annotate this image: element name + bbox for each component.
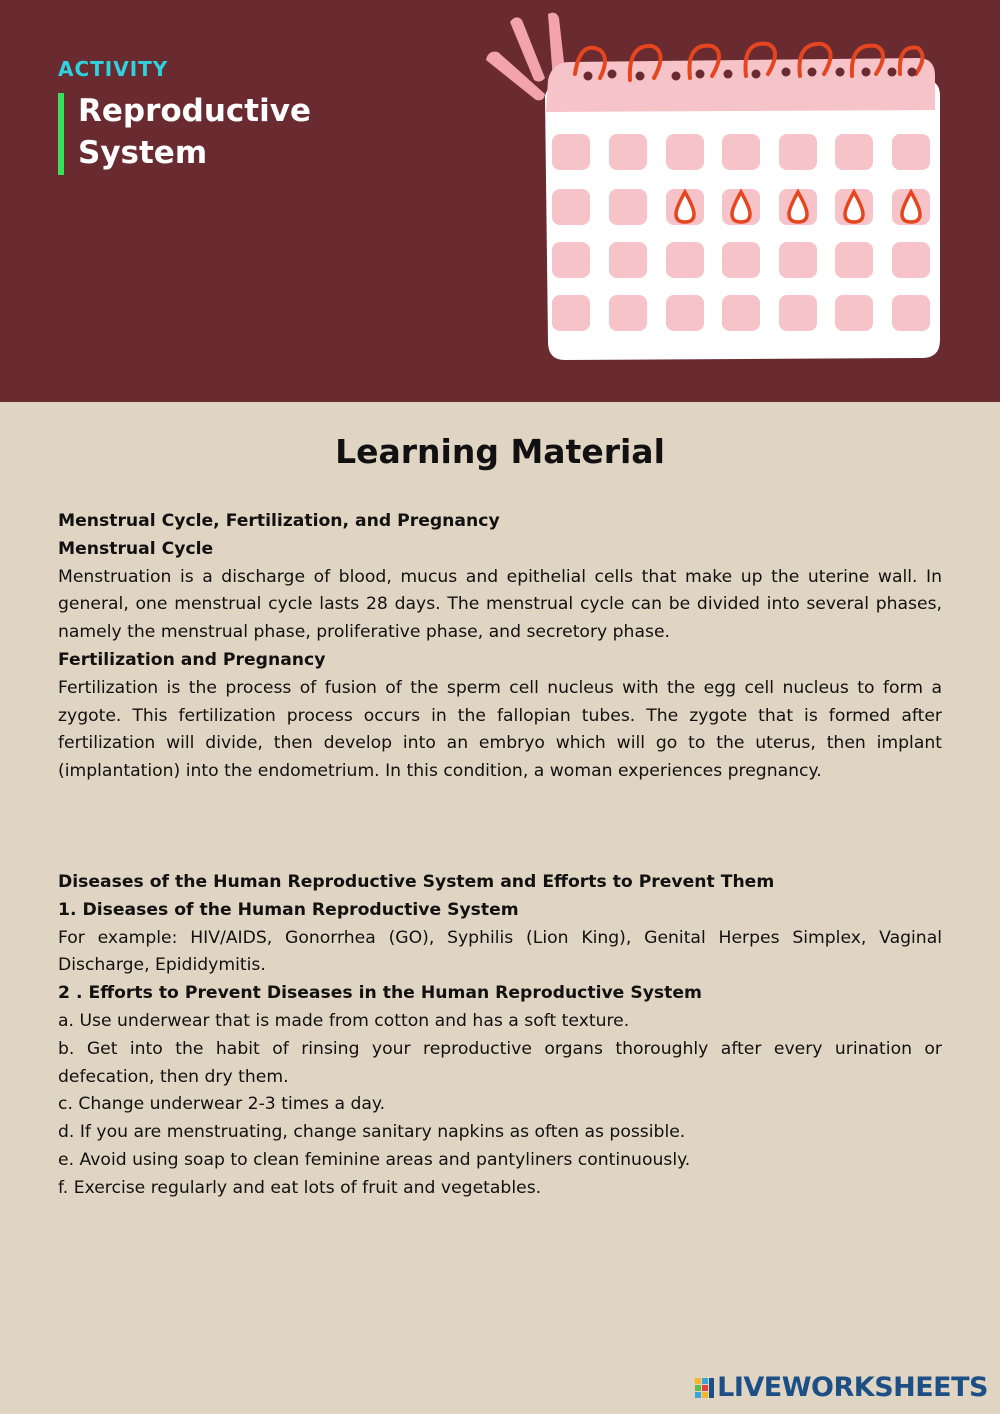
content-paragraph: c. Change underwear 2-3 times a day.	[58, 1094, 386, 1115]
content-heading: Menstrual Cycle	[58, 538, 214, 559]
learning-material-content	[58, 508, 942, 1203]
content-paragraph: a. Use underwear that is made from cotton and has a soft texture.	[58, 1010, 630, 1031]
section-spacer	[58, 786, 942, 869]
accent-bar	[58, 93, 64, 175]
liveworksheets-logo-icon	[695, 1376, 715, 1400]
content-heading: Diseases of the Human Reproductive System and Efforts to Prevent Them	[58, 871, 775, 892]
content-paragraph: e. Avoid using soap to clean feminine areas and pantyliners continuously.	[58, 1149, 691, 1170]
content-paragraph: d. If you are menstruating, change sanitary napkins as often as possible.	[58, 1122, 686, 1143]
header-banner	[0, 0, 1000, 402]
section-title: Learning Material	[335, 432, 665, 471]
title-line-1: Reproductive	[78, 93, 311, 129]
content-paragraph: b. Get into the habit of rinsing your reproductive organs thoroughly after every urination or defecation, then dry them.	[58, 1038, 942, 1087]
title-line-2: System	[78, 135, 208, 171]
page-title	[78, 90, 378, 174]
brand-name: LIVEWORKSHEETS	[717, 1372, 988, 1403]
content-paragraph: Menstruation is a discharge of blood, mucus and epithelial cells that make up the uterine wall. In general, one menstrual cycle lasts 28 days. The menstrual cycle can be divided into several phases, namely the menstrual phase, proliferative phase, and secretory phase.	[58, 566, 942, 643]
content-paragraph: f. Exercise regularly and eat lots of fruit and vegetables.	[58, 1177, 542, 1198]
content-paragraph: Fertilization is the process of fusion of the sperm cell nucleus with the egg cell nucleus to form a zygote. This fertilization process occurs in the fallopian tubes. The zygote that is formed after fertilization will divide, then develop into an embryo which will go to the uterus, then implant (implantation) into the endometrium. In this condition, a woman experiences pregnancy.	[58, 677, 942, 782]
brand-footer	[695, 1372, 988, 1403]
content-paragraph: For example: HIV/AIDS, Gonorrhea (GO), Syphilis (Lion King), Genital Herpes Simplex, Vaginal Discharge, Epididymitis.	[58, 927, 942, 976]
content-heading: Menstrual Cycle, Fertilization, and Pregnancy	[58, 511, 500, 531]
content-heading: 1. Diseases of the Human Reproductive System	[58, 899, 519, 920]
content-heading: Fertilization and Pregnancy	[58, 649, 326, 670]
calendar-illustration-icon	[480, 10, 950, 370]
activity-label: ACTIVITY	[58, 57, 169, 81]
content-heading: 2 . Efforts to Prevent Diseases in the Human Reproductive System	[58, 983, 702, 1004]
